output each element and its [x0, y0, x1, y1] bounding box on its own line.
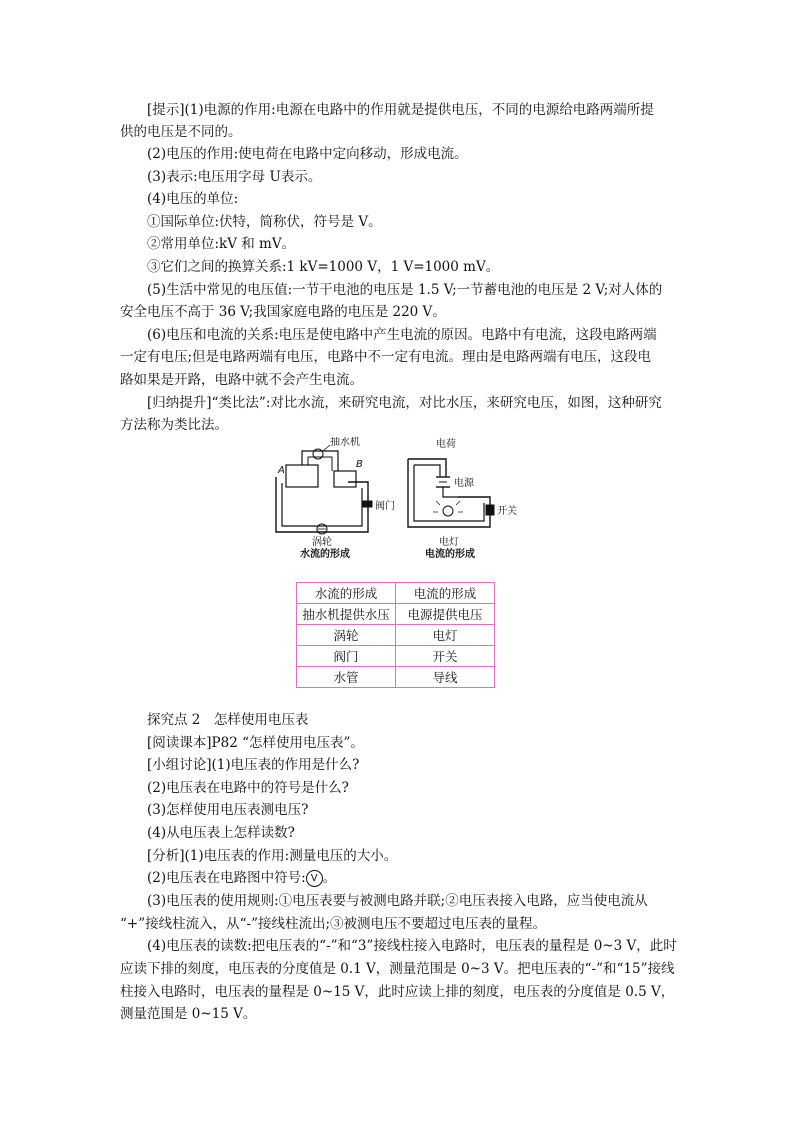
voltage-symbol: (3)表示:电压用字母 U表示。 [147, 169, 322, 185]
analogy-figure [268, 437, 528, 562]
tip-line-2: 供的电压是不同的。 [120, 124, 242, 140]
valve-label: 阀门 [375, 501, 395, 512]
turbine-label: 涡轮 [312, 537, 332, 548]
switch-label: 开关 [497, 506, 517, 517]
answer-4-line-1: (4)电压表的读数:把电压表的“-”和“3”接线柱接入电路时，电压表的量程是 0~3 V，此时 [147, 938, 677, 954]
unit-si: ①国际单位:伏特，简称伏，符号是 V。 [147, 214, 382, 230]
lamp-label: 电灯 [439, 537, 459, 548]
electric-circuit-diagram [408, 459, 494, 527]
answer-3-line-2: “+”接线柱流入，从“-”接线柱流出;③被测电压不要超过电压表的量程。 [120, 916, 547, 932]
answer-4-line-3: 柱接入电路时，电压表的量程是 0~15 V，此时应读上排的刻度，电压表的分度值是 0.5 V， [120, 984, 675, 1000]
current-caption: 电流的形成 [425, 549, 475, 560]
analogy-table [296, 582, 495, 688]
table-row [297, 625, 495, 646]
unit-conversion: ③它们之间的换算关系:1 kV=1000 V，1 V=1000 mV。 [147, 259, 500, 275]
answer-1: [分析](1)电压表的作用:测量电压的大小。 [147, 848, 398, 864]
source-label: 电源 [454, 478, 474, 489]
pump-label: 抽水机 [330, 437, 360, 448]
tip-line-1: [提示](1)电源的作用:电源在电路中的作用就是提供电压，不同的电源给电路两端所提 [147, 102, 654, 118]
table-row [297, 583, 495, 604]
table-cell: 涡轮 [297, 625, 396, 646]
label-b: B [356, 459, 363, 470]
charge-label: 电荷 [436, 439, 456, 450]
answer-2-text: (2)电压表在电路图中符号: [147, 870, 306, 886]
reading-note: [阅读课本]P82 “怎样使用电压表”。 [147, 735, 364, 751]
answer-2-end: 。 [322, 870, 337, 886]
table-cell: 抽水机提供水压 [297, 604, 396, 625]
voltage-effect: (2)电压的作用:使电荷在电路中定向移动，形成电流。 [147, 146, 468, 162]
common-voltages-line-2: 安全电压不高于 36 V;我国家庭电路的电压是 220 V。 [120, 304, 446, 320]
summary-line-2: 方法称为类比法。 [120, 417, 228, 433]
summary-line-1: [归纳提升]“类比法”:对比水流，来研究电流，对比水压，来研究电压，如图，这种研究 [147, 395, 662, 411]
table-cell: 水管 [297, 667, 396, 688]
answer-4-line-2: 应读下排的刻度，电压表的分度值是 0.1 V，测量范围是 0~3 V。把电压表的“-”和“15”接线 [120, 961, 675, 977]
relation-line-3: 路如果是开路，电路中就不会产生电流。 [120, 372, 363, 388]
table-cell: 电流的形成 [396, 583, 495, 604]
relation-line-2: 一定有电压;但是电路两端有电压，电路中不一定有电流。理由是电路两端有电压，这段电 [120, 349, 652, 365]
table-cell: 导线 [396, 667, 495, 688]
table-row [297, 667, 495, 688]
question-3: (3)怎样使用电压表测电压? [147, 802, 309, 818]
table-cell: 水流的形成 [297, 583, 396, 604]
section-2-title: 探究点 2 怎样使用电压表 [147, 712, 309, 728]
table-row [297, 604, 495, 625]
common-voltages-line-1: (5)生活中常见的电压值:一节干电池的电压是 1.5 V;一节蓄电池的电压是 2 V;对人体的 [147, 282, 663, 298]
table-cell: 电源提供电压 [396, 604, 495, 625]
question-2: (2)电压表在电路中的符号是什么? [147, 780, 349, 796]
unit-common: ②常用单位:kV 和 mV。 [147, 236, 296, 252]
answer-2 [147, 867, 336, 889]
voltmeter-symbol: V [306, 870, 323, 887]
table-row [297, 646, 495, 667]
table-cell: 开关 [396, 646, 495, 667]
label-a: A [278, 465, 285, 476]
relation-line-1: (6)电压和电流的关系:电压是使电路中产生电流的原因。电路中有电流，这段电路两端 [147, 327, 657, 343]
water-caption: 水流的形成 [300, 549, 350, 560]
table-cell: 电灯 [396, 625, 495, 646]
answer-4-line-4: 测量范围是 0~15 V。 [120, 1006, 257, 1022]
voltage-unit-heading: (4)电压的单位: [147, 191, 239, 207]
answer-3-line-1: (3)电压表的使用规则:①电压表要与被测电路并联;②电压表接入电路，应当使电流从 [147, 893, 648, 909]
table-cell: 阀门 [297, 646, 396, 667]
question-1: [小组讨论](1)电压表的作用是什么? [147, 757, 360, 773]
question-4: (4)从电压表上怎样读数? [147, 825, 295, 841]
